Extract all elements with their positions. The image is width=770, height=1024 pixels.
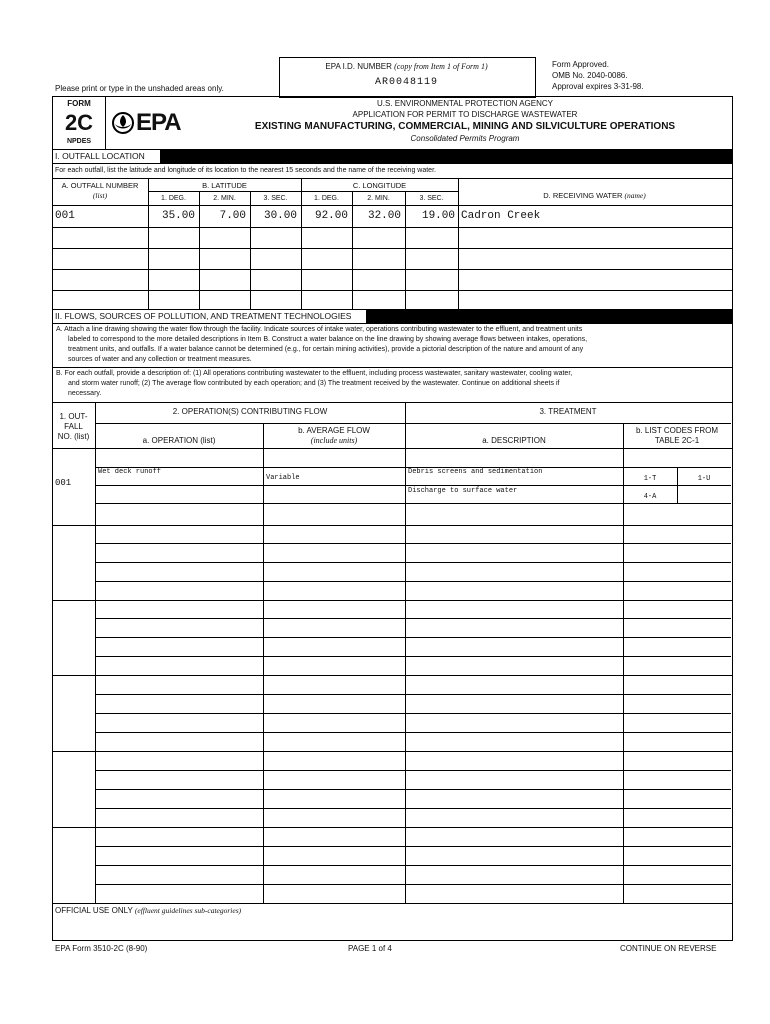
grid-group-line — [52, 600, 732, 601]
col-long-sec: 3. SEC. — [419, 195, 444, 202]
epa-id-label-note: (copy from Item 1 of Form 1) — [394, 62, 488, 71]
col-lat-deg: 1. DEG. — [161, 195, 186, 202]
col-list-codes-1: b. LIST CODES FROM — [635, 426, 719, 435]
section1-title: I. OUTFALL LOCATION — [55, 151, 145, 161]
grid-row-line — [95, 694, 731, 695]
col-lat-min: 2. MIN. — [213, 195, 236, 202]
section2-title-bar — [366, 309, 732, 323]
footer-form-number: EPA Form 3510-2C (8-90) — [55, 944, 148, 953]
program-name: Consolidated Permits Program — [410, 134, 520, 143]
col-latitude: B. LATITUDE — [202, 181, 247, 190]
epa-logo-text: EPA — [136, 109, 181, 136]
grid-row-line — [95, 846, 731, 847]
col-long-min: 2. MIN. — [367, 195, 390, 202]
outfall-row-1-lat-sec[interactable]: 30.00 — [263, 210, 297, 222]
grid-group-line — [52, 675, 732, 676]
epa-logo — [112, 110, 192, 136]
grid-group-line — [52, 827, 732, 828]
epa-id-label — [279, 62, 534, 71]
col-longitude: C. LONGITUDE — [352, 181, 407, 190]
grid-row-line — [95, 808, 731, 809]
flows-outfall-number[interactable]: 001 — [55, 478, 72, 488]
grid-row-line — [95, 656, 731, 657]
official-use-only — [55, 906, 241, 915]
grid-row-line — [95, 618, 731, 619]
grid-row-line — [95, 503, 731, 504]
footer-continue: CONTINUE ON REVERSE — [620, 944, 717, 953]
flows-operation[interactable]: Wet deck runoff — [98, 468, 162, 476]
col-outfall-no-2: FALL — [64, 422, 83, 431]
col-treatment: 3. TREATMENT — [539, 407, 597, 416]
official-use-label: OFFICIAL USE ONLY — [55, 906, 133, 915]
section1-instruction: For each outfall, list the latitude and longitude of its location to the nearest 15 seconds and the name of the receiving water. — [55, 167, 436, 174]
outfall-row-1-number[interactable]: 001 — [55, 210, 75, 222]
section1-title-bar — [160, 149, 732, 163]
col-list-codes-2: TABLE 2C-1 — [654, 436, 700, 445]
npdes-label: NPDES — [66, 138, 92, 145]
outfall-row-1-long-deg[interactable]: 92.00 — [314, 210, 348, 222]
col-outfall-list: (list) — [92, 191, 108, 200]
grid-row-line — [95, 543, 731, 544]
flows-code-1[interactable]: 1-T — [643, 475, 657, 483]
grid-row-line — [95, 884, 731, 885]
footer-page-number: PAGE 1 of 4 — [348, 944, 392, 953]
grid-row-line — [95, 865, 731, 866]
section2-para-b-1: B. For each outfall, provide a description of: (1) All operations contributing wastewater to the effluent, including process wastewater, sanitary wastewater, cooling water, — [56, 370, 573, 377]
col-average-flow-units: (include units) — [310, 436, 358, 445]
print-instruction: Please print or type in the unshaded areas only. — [55, 84, 224, 93]
outfall-row-1-long-sec[interactable]: 19.00 — [421, 210, 455, 222]
col-outfall-number: A. OUTFALL NUMBER — [61, 181, 139, 190]
omb-number: OMB No. 2040-0086. — [552, 71, 628, 80]
section2-para-a-2: labeled to correspond to the more detailed descriptions in Item B. Construct a water balance on the line drawing by showing average flows between intakes, operations, — [68, 336, 588, 343]
outfall-row-1-lat-min[interactable]: 7.00 — [219, 210, 246, 222]
col-outfall-no-3: NO. (list) — [57, 432, 90, 441]
flows-treatment-desc-1[interactable]: Debris screens and sedimentation — [408, 468, 543, 476]
col-operation: a. OPERATION (list) — [142, 436, 216, 445]
form-approved: Form Approved. — [552, 60, 609, 69]
col-average-flow: b. AVERAGE FLOW — [298, 426, 370, 435]
outfall-row-1-receiving[interactable]: Cadron Creek — [461, 210, 541, 222]
section2-para-b-3: necessary. — [68, 390, 102, 397]
outfall-row-1-lat-deg[interactable]: 35.00 — [161, 210, 195, 222]
flows-average-flow[interactable]: Variable — [266, 474, 300, 482]
col-receiving-water-label: D. RECEIVING WATER — [543, 191, 623, 200]
grid-row-line — [95, 637, 731, 638]
col-lat-sec: 3. SEC. — [263, 195, 288, 202]
grid-row-line — [95, 713, 731, 714]
grid-group-line — [52, 751, 732, 752]
col-receiving-water-sub: (name) — [624, 191, 646, 200]
grid-row-line — [95, 485, 731, 486]
flows-code-3[interactable]: 4-A — [643, 493, 657, 501]
grid-col-line — [263, 423, 264, 903]
form-number: 2C — [64, 110, 94, 135]
grid-row-line — [95, 562, 731, 563]
section2-title: II. FLOWS, SOURCES OF POLLUTION, AND TREATMENT TECHNOLOGIES — [55, 311, 352, 321]
section2-para-a-1: A. Attach a line drawing showing the water flow through the facility. Indicate sources of intake water, operations contributing wastewater to the effluent, and treatment units — [56, 326, 583, 333]
col-receiving-water — [458, 191, 731, 200]
col-long-deg: 1. DEG. — [314, 195, 339, 202]
section2-para-a-4: sources of water and any collection or treatment measures. — [68, 356, 252, 363]
flows-code-2[interactable]: 1-U — [697, 475, 711, 483]
grid-group-line — [52, 525, 732, 526]
col-operations-contributing: 2. OPERATION(S) CONTRIBUTING FLOW — [172, 407, 328, 416]
epa-id-label-prefix: EPA I.D. NUMBER — [325, 62, 392, 71]
grid-row-line — [95, 732, 731, 733]
existing-operations-title: EXISTING MANUFACTURING, COMMERCIAL, MINING AND SILVICULTURE OPERATIONS — [254, 121, 676, 132]
epa-id-value[interactable]: AR0048119 — [374, 77, 438, 88]
form-border — [52, 96, 733, 941]
section2-para-b-2: and storm water runoff; (2) The average flow contributed by each operation; and (3) The treatment received by the wastewater. Continue on additional sheets if — [68, 380, 560, 387]
official-use-note: (effluent guidelines sub-categories) — [134, 906, 242, 915]
grid-row-line — [95, 770, 731, 771]
grid-row-line — [95, 789, 731, 790]
col-outfall-no-1: 1. OUT- — [59, 412, 88, 421]
approval-expires: Approval expires 3-31-98. — [552, 82, 644, 91]
section2-para-a-3: treatment units, and outfalls. If a water balance cannot be determined (e.g., for certain mining activities), provide a pictorial description of the nature and amount of any — [68, 346, 584, 353]
outfall-row-1-long-min[interactable]: 32.00 — [367, 210, 401, 222]
form-label: FORM — [67, 99, 91, 108]
epa-flower-icon — [112, 112, 134, 134]
col-description: a. DESCRIPTION — [482, 436, 546, 445]
grid-row-line — [95, 581, 731, 582]
flows-treatment-desc-2[interactable]: Discharge to surface water — [408, 487, 518, 495]
application-title: APPLICATION FOR PERMIT TO DISCHARGE WASTEWATER — [352, 110, 578, 119]
agency-name: U.S. ENVIRONMENTAL PROTECTION AGENCY — [376, 99, 554, 108]
